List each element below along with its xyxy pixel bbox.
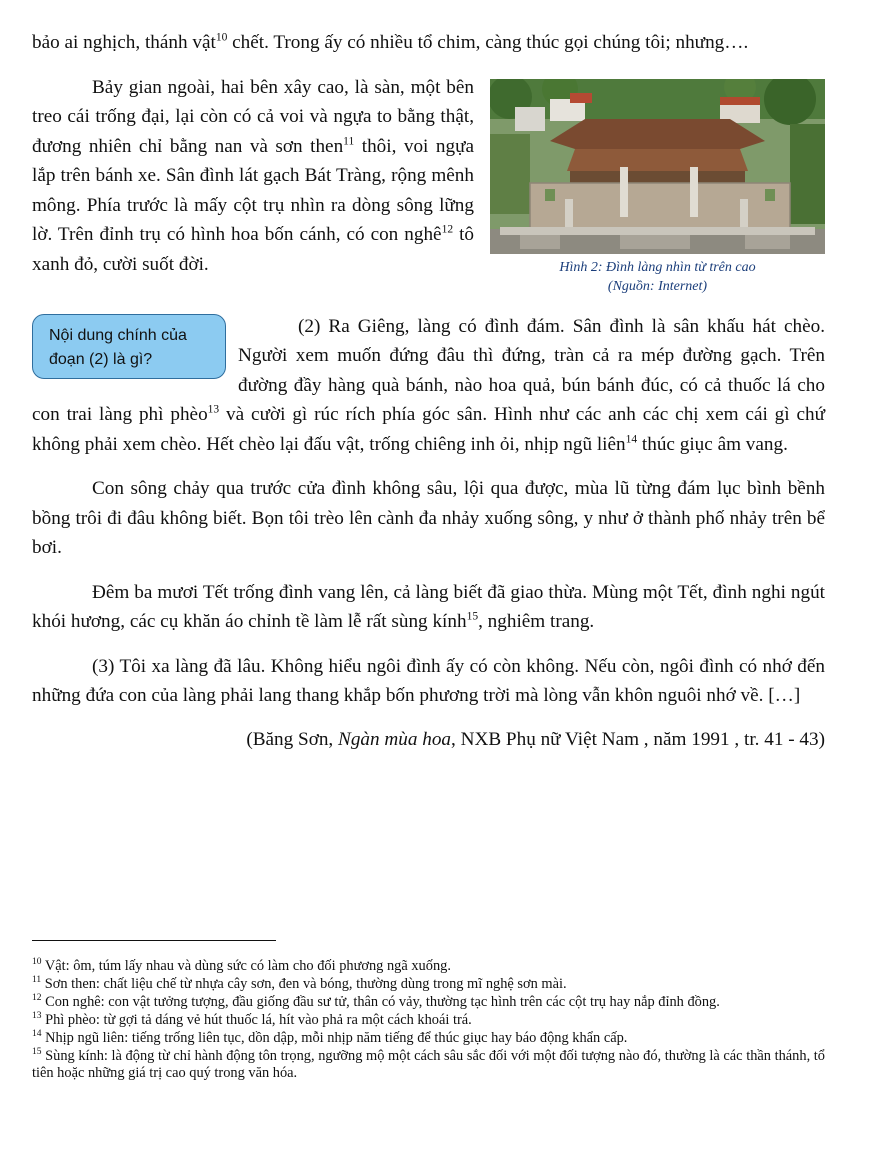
- paragraph-intro: bảo ai nghịch, thánh vật$^{10}$ chết. Trong ấy có nhiều tổ chim, càng thúc gọi chúng tôi; nhưng….: [32, 31, 749, 53]
- footnote-ref-12: 12: [441, 223, 454, 236]
- temple-aerial-photo: [490, 79, 825, 254]
- book-title: Ngàn mùa hoa: [338, 728, 452, 750]
- footnote-ref-10: 10: [215, 31, 228, 44]
- paragraph-1: Bảy gian ngoài, hai bên xây cao, là sàn, một bên treo cái trống đại, lại còn có cả voi và ngựa to bằng thật, đương nhiên chỉ bằng nan và sơn then$^{11}$ thôi, voi ngựa lắp trên bánh xe. Sân đình lát gạch Bát Tràng, rộng mênh mông. Phía trước là mấy cột trụ nhìn ra dòng sông lững lờ. Trên đỉnh trụ có hình hoa bốn cánh, có con nghê$^{12}$ tô xanh đỏ, cười suốt đời.: [32, 76, 474, 275]
- paragraph-4: Đêm ba mươi Tết trống đình vang lên, cả làng biết đã giao thừa. Mùng một Tết, đình nghi ngút khói hương, các cụ khăn áo chỉnh tề làm lễ rất sùng kính$^{15}$, nghiêm trang.: [32, 581, 825, 632]
- paragraph-3: Con sông chảy qua trước cửa đình không sâu, lội qua được, mùa lũ từng đám lục bình bềnh bồng trôi đi đâu không biết. Bọn tôi trèo lên cành đa nhảy xuống sông, y như ở thành phố nhảy trên bể bơi.: [32, 478, 825, 558]
- source-citation: (Băng Sơn, Ngàn mùa hoa, NXB Phụ nữ Việt Nam , năm 1991 , tr. 41 - 43): [246, 728, 825, 750]
- footnote-15: $^{15}$ Sùng kính: là động từ chỉ hành động tôn trọng, ngưỡng mộ một cách sâu sắc đối với một đối tượng nào đó, thường là các thần thánh, tổ tiên hoặc những giá trị cao quý trong văn hóa.: [32, 1047, 825, 1081]
- footnote-ref-14: 14: [625, 433, 638, 446]
- figure-caption: Hình 2: Đình làng nhìn từ trên cao (Nguồn: Internet): [559, 259, 756, 294]
- footnote-ref-11: 11: [343, 135, 355, 148]
- footnote-divider: [32, 940, 276, 941]
- question-callout: Nội dung chính của đoạn (2) là gì?: [32, 314, 226, 379]
- paragraph-2: (2) Ra Giêng, làng có đình đám. Sân đình là sân khấu hát chèo. Người xem muốn đứng đâu thì đứng, tràn cả ra mép đường gạch. Trên đường đầy hàng quà bánh, nào hoa quả, bún bánh đúc, có cả thuốc lá cho con trai làng phì phèo$^{13}$ và cười gì rúc rích phía góc sân. Hình như các anh các chị xem cái gì chứ không phải xem chèo. Hết chèo lại đấu vật, trống chiêng inh ỏi, nhịp ngũ liên$^{14}$ thúc giục âm vang.: [32, 315, 825, 455]
- paragraph-5: (3) Tôi xa làng đã lâu. Không hiểu ngôi đình ấy có còn không. Nếu còn, ngôi đình có nhớ đến những đứa con của làng phải lang thang khắp bốn phương trời mà lòng vẫn khôn nguôi nhớ về. […]: [32, 655, 825, 706]
- footnote-14: $^{14}$ Nhịp ngũ liên: tiếng trống liên tục, dồn dập, mỗi nhịp năm tiếng để thúc giục hay báo động khẩn cấp.: [32, 1029, 628, 1046]
- footnote-13: $^{13}$ Phì phèo: từ gợi tả dáng vẻ hút thuốc lá, hít vào phả ra một cách khoái trá.: [32, 1011, 472, 1028]
- footnote-12: $^{12}$ Con nghê: con vật tưởng tượng, đầu giống đầu sư tử, thân có vảy, thường tạc hình trên các cột trụ hay nắp đỉnh đồng.: [32, 993, 720, 1010]
- document-body: [32, 28, 825, 754]
- footnote-ref-15: 15: [466, 610, 479, 623]
- footnote-10: $^{10}$ Vật: ôm, túm lấy nhau và dùng sức có làm cho đối phương ngã xuống.: [32, 957, 451, 974]
- footnote-ref-13: 13: [207, 403, 220, 416]
- footnote-11: $^{11}$ Sơn then: chất liệu chế từ nhựa cây sơn, đen và bóng, thường dùng trong mĩ nghệ sơn mài.: [32, 975, 567, 992]
- footnotes: [32, 958, 825, 1083]
- figure-village-temple: [490, 79, 825, 296]
